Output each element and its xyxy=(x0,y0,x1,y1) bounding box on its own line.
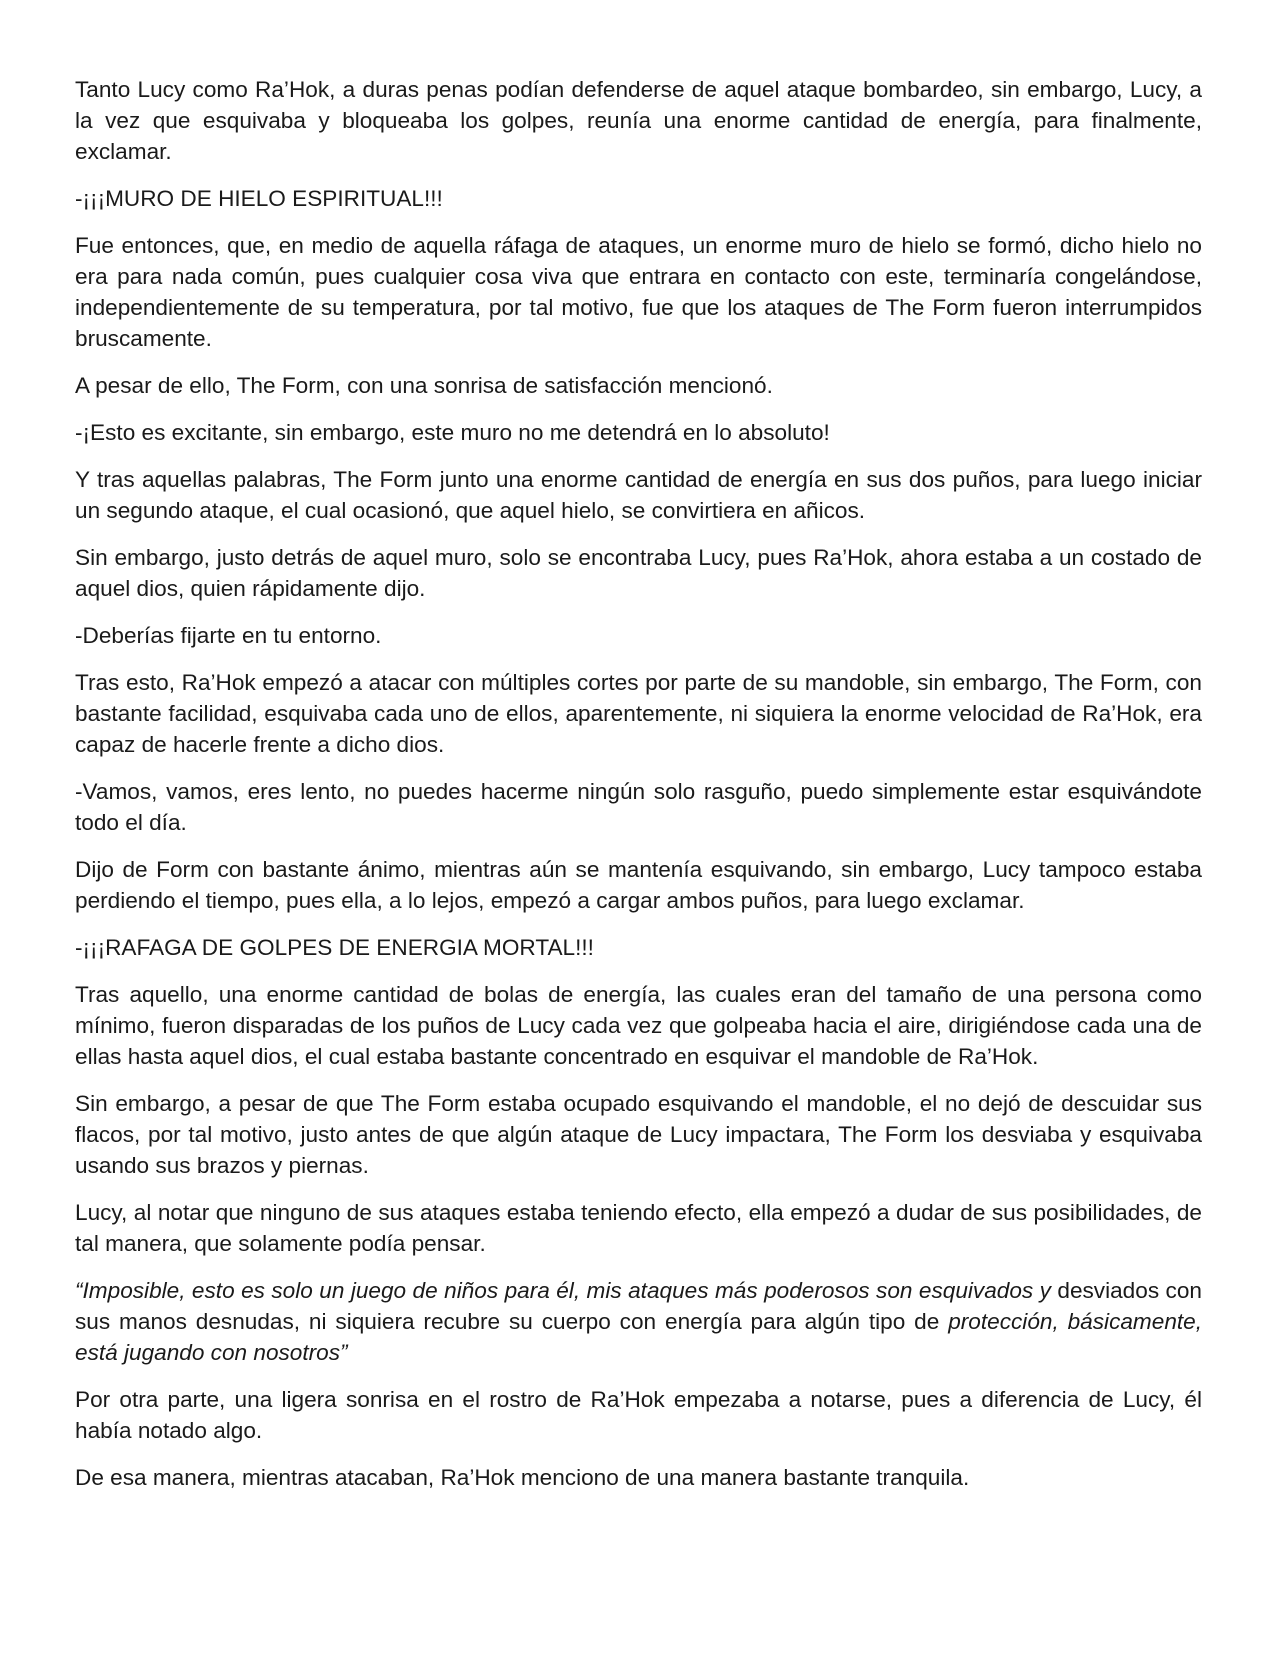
paragraph: Lucy, al notar que ninguno de sus ataques estaba teniendo efecto, ella empezó a dudar de sus posibilidades, de tal manera, que solamente podía pensar. xyxy=(75,1200,1202,1256)
paragraph: Por otra parte, una ligera sonrisa en el rostro de Ra’Hok empezaba a notarse, pues a diferencia de Lucy, él había notado algo. xyxy=(75,1387,1202,1443)
dialogue-line: -¡Esto es excitante, sin embargo, este muro no me detendrá en lo absoluto! xyxy=(75,420,830,445)
paragraph: Fue entonces, que, en medio de aquella ráfaga de ataques, un enorme muro de hielo se formó, dicho hielo no era para nada común, pues cualquier cosa viva que entrara en contacto con este, terminaría congelándose, independientemente de su temperatura, por tal motivo, fue que los ataques de The Form fueron interrumpidos bruscamente. xyxy=(75,233,1202,351)
paragraph: Tanto Lucy como Ra’Hok, a duras penas podían defenderse de aquel ataque bombardeo, sin embargo, Lucy, a la vez que esquivaba y bloqueaba los golpes, reunía una enorme cantidad de energía, para finalmente, exclamar. xyxy=(75,77,1202,164)
thought-italic-end: protección, básicamente, está jugando con nosotros” xyxy=(75,1309,1203,1365)
paragraph: Sin embargo, justo detrás de aquel muro, solo se encontraba Lucy, pues Ra’Hok, ahora estaba a un costado de aquel dios, quien rápidamente dijo. xyxy=(75,545,1202,601)
dialogue-line: -¡¡¡MURO DE HIELO ESPIRITUAL!!! xyxy=(75,186,443,211)
paragraph: Sin embargo, a pesar de que The Form estaba ocupado esquivando el mandoble, el no dejó de descuidar sus flacos, por tal motivo, justo antes de que algún ataque de Lucy impactara, The Form los desviaba y esquivaba usando sus brazos y piernas. xyxy=(75,1091,1202,1178)
thought-italic-start: “Imposible, esto es solo un juego de niños para él, mis ataques más poderosos son esquivados y xyxy=(75,1278,1051,1303)
paragraph: De esa manera, mientras atacaban, Ra’Hok menciono de una manera bastante tranquila. xyxy=(75,1465,970,1490)
thought-paragraph xyxy=(75,1275,1202,1368)
dialogue-line: -Vamos, vamos, eres lento, no puedes hacerme ningún solo rasguño, puedo simplemente estar esquivándote todo el día. xyxy=(75,779,1202,835)
dialogue-line: -Deberías fijarte en tu entorno. xyxy=(75,623,382,648)
paragraph: Y tras aquellas palabras, The Form junto una enorme cantidad de energía en sus dos puños, para luego iniciar un segundo ataque, el cual ocasionó, que aquel hielo, se convirtiera en añicos. xyxy=(75,467,1202,523)
thought-regular-middle: desviados con sus manos desnudas, ni siquiera recubre su cuerpo con energía para algún tipo de xyxy=(75,1278,1202,1334)
paragraph: Dijo de Form con bastante ánimo, mientras aún se mantenía esquivando, sin embargo, Lucy tampoco estaba perdiendo el tiempo, pues ella, a lo lejos, empezó a cargar ambos puños, para luego exclamar. xyxy=(75,857,1202,913)
document-page xyxy=(75,74,1202,1509)
paragraph: Tras aquello, una enorme cantidad de bolas de energía, las cuales eran del tamaño de una persona como mínimo, fueron disparadas de los puños de Lucy cada vez que golpeaba hacia el aire, dirigiéndose cada una de ellas hasta aquel dios, el cual estaba bastante concentrado en esquivar el mandoble de Ra’Hok. xyxy=(75,982,1202,1069)
paragraph: Tras esto, Ra’Hok empezó a atacar con múltiples cortes por parte de su mandoble, sin embargo, The Form, con bastante facilidad, esquivaba cada uno de ellos, aparentemente, ni siquiera la enorme velocidad de Ra’Hok, era capaz de hacerle frente a dicho dios. xyxy=(75,670,1202,757)
paragraph: A pesar de ello, The Form, con una sonrisa de satisfacción mencionó. xyxy=(75,373,773,398)
dialogue-line: -¡¡¡RAFAGA DE GOLPES DE ENERGIA MORTAL!!! xyxy=(75,935,594,960)
